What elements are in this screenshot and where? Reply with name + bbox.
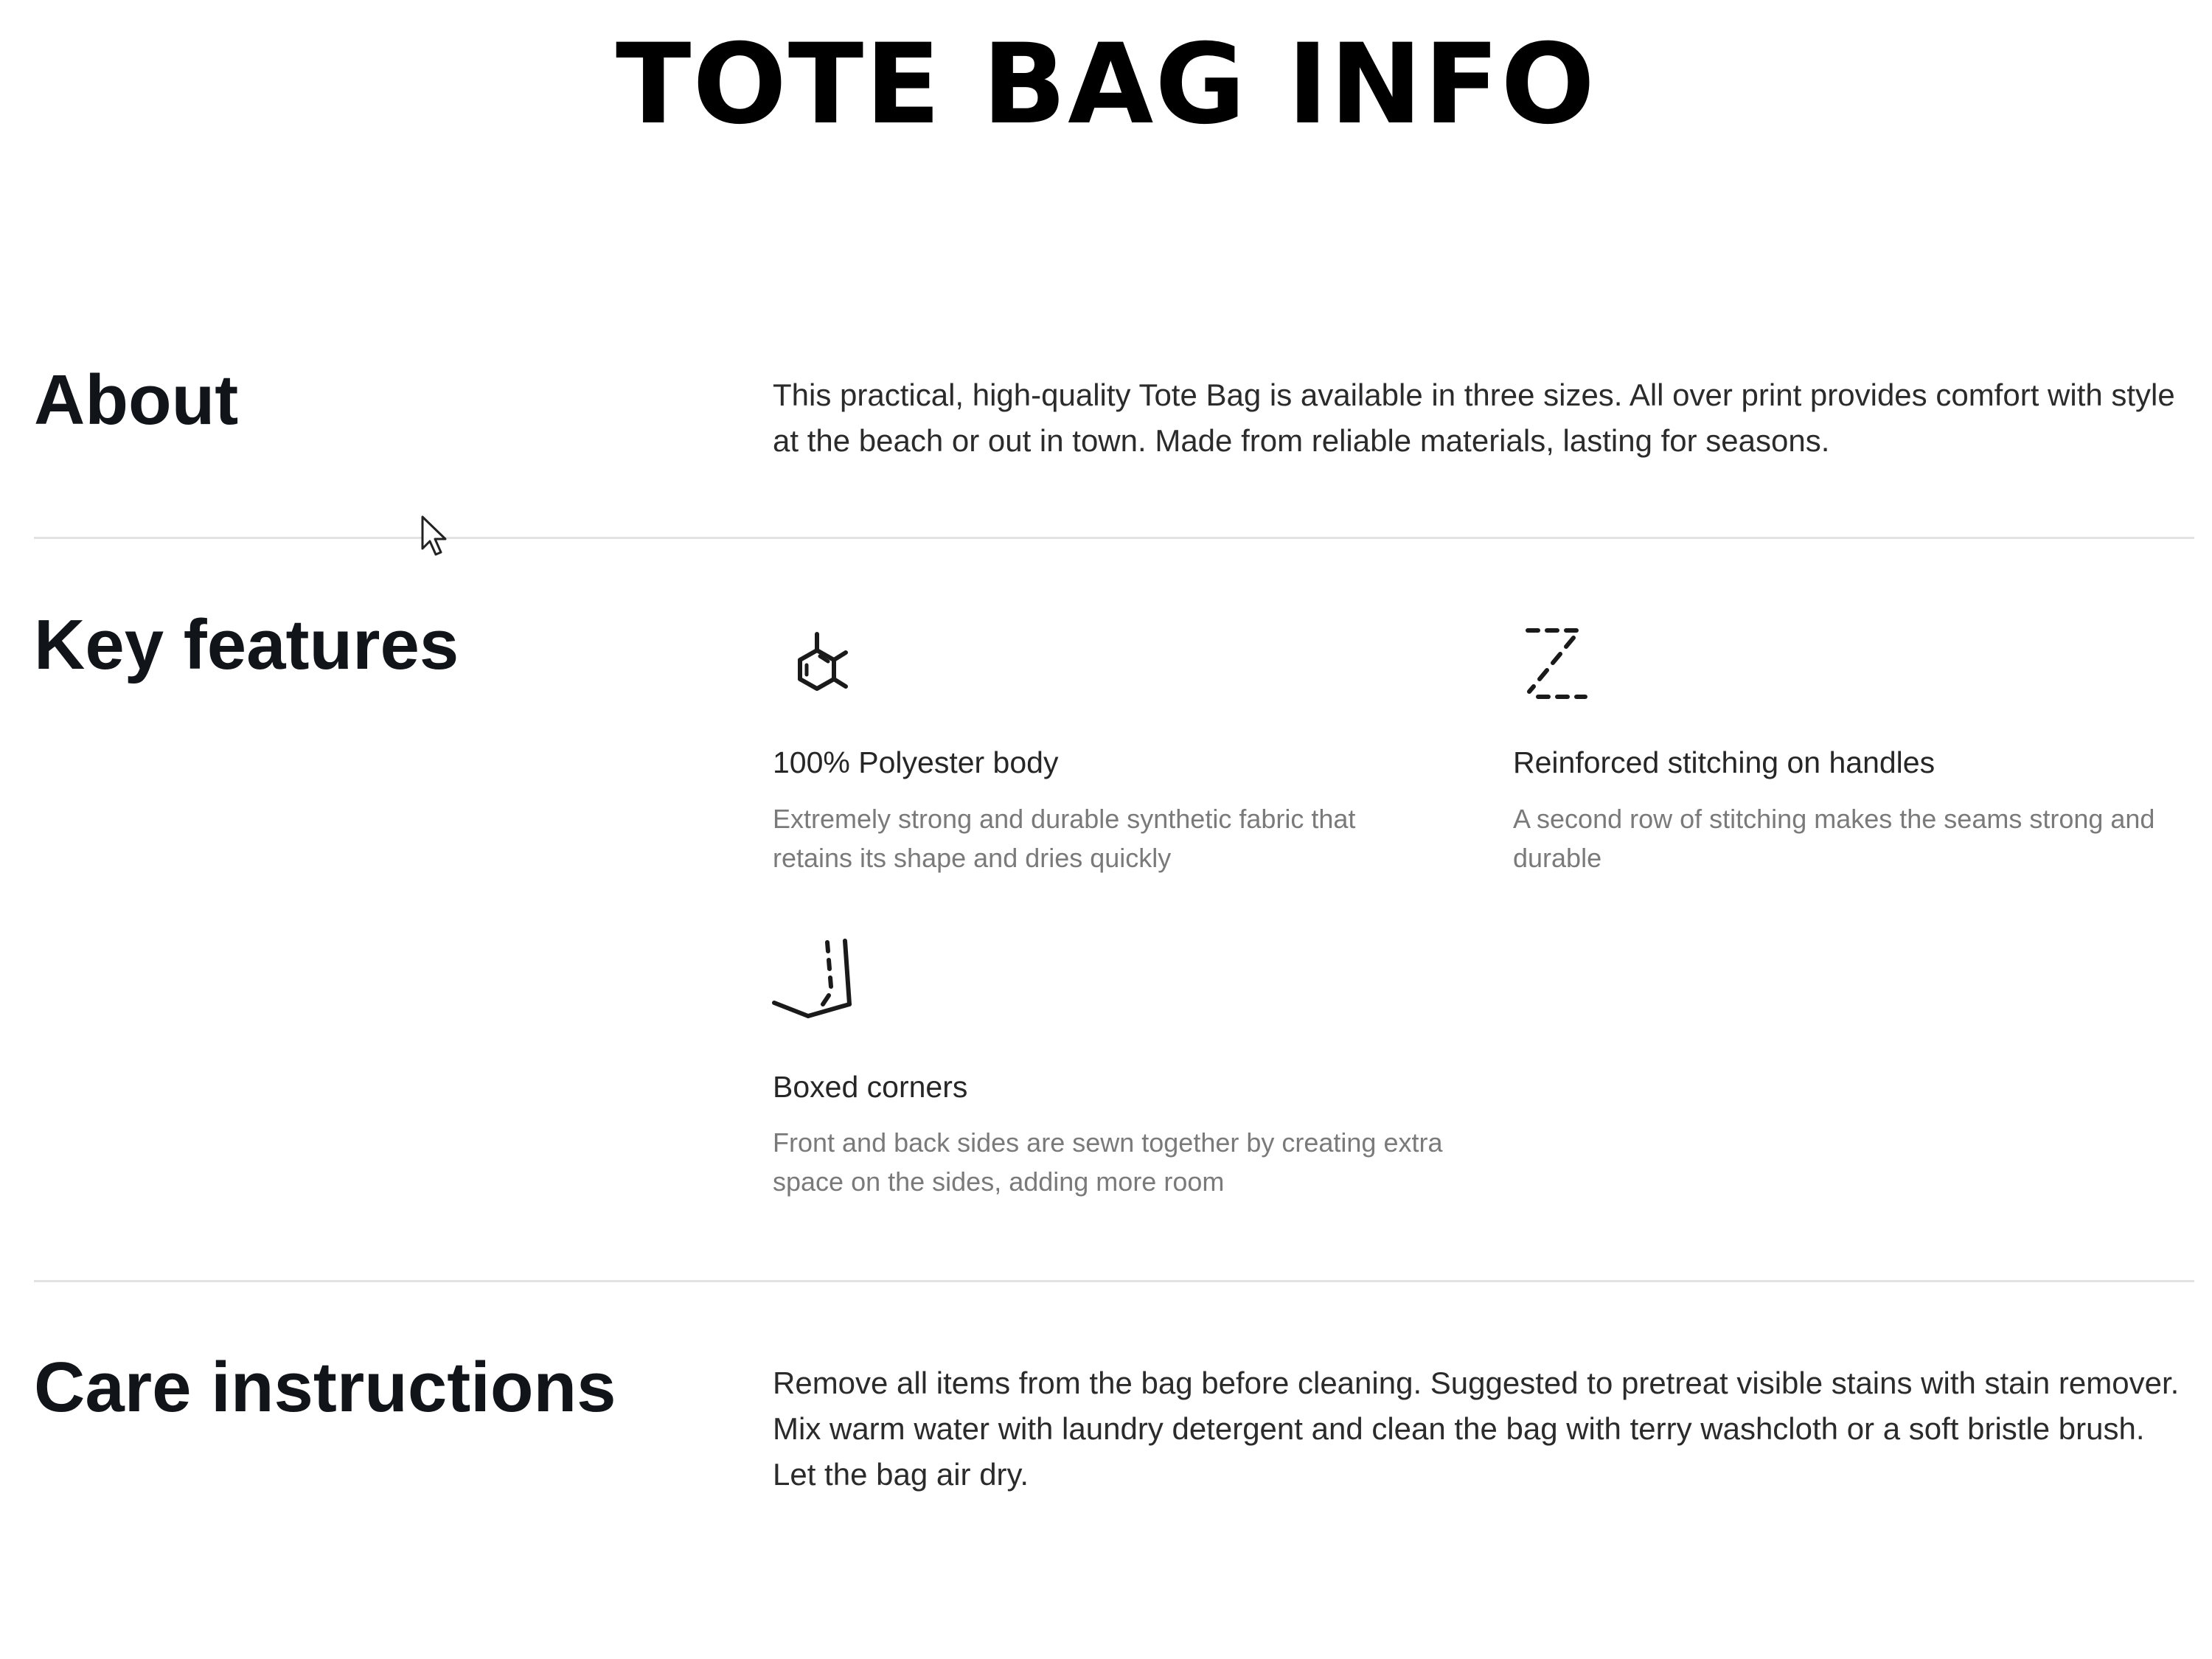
feature-description-stitching: A second row of stitching makes the seams strong and durable xyxy=(1513,804,2155,873)
key-features-heading: Key features xyxy=(34,605,459,684)
care-instructions-text: Remove all items from the bag before cleaning. Suggested to pretreat visible stains with stain remover. Mix warm water with laundry detergent and clean the bag with terry washcloth or a soft bristle brush. Let the bag air dry. xyxy=(773,1366,2180,1492)
divider xyxy=(34,537,2194,539)
care-instructions-heading: Care instructions xyxy=(34,1348,616,1427)
about-text: This practical, high-quality Tote Bag is available in three sizes. All over print provides comfort with style at the beach or out in town. Made from reliable materials, lasting for seasons. xyxy=(773,378,2175,458)
page-title: TOTE BAG INFO xyxy=(616,21,1596,149)
about-heading: About xyxy=(34,361,239,439)
feature-description-polyester: Extremely strong and durable synthetic fabric that retains its shape and dries quickly xyxy=(773,804,1356,873)
feature-title-polyester: 100% Polyester body xyxy=(773,745,1059,779)
feature-title-stitching: Reinforced stitching on handles xyxy=(1513,745,1935,779)
divider xyxy=(34,1280,2194,1282)
boxed-corner-icon xyxy=(767,931,863,1026)
polyester-molecule-icon xyxy=(774,616,870,712)
mouse-cursor-icon xyxy=(420,515,450,557)
feature-description-boxed-corners: Front and back sides are sewn together by creating extra space on the sides, adding more room xyxy=(773,1127,1443,1197)
feature-title-boxed-corners: Boxed corners xyxy=(773,1070,968,1104)
stitching-icon xyxy=(1512,616,1607,712)
